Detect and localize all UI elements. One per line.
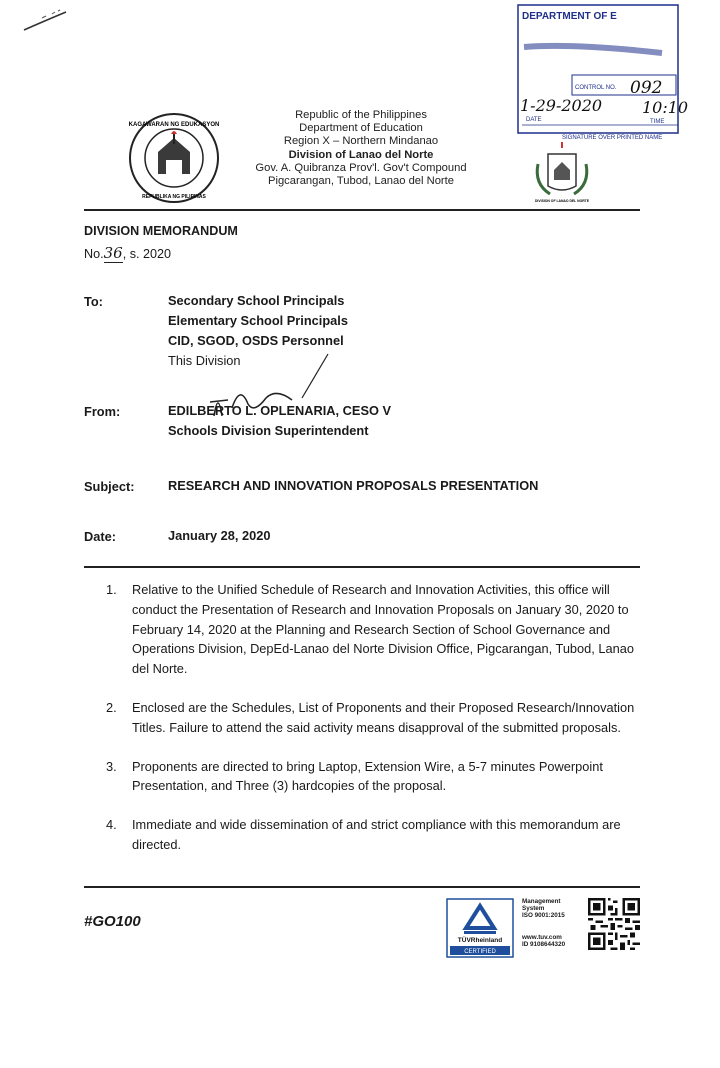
letterhead-address-2: Pigcarangan, Tubod, Lanao del Norte [268,175,454,188]
seal-text: KAGAWARAN NG EDUKASYON [128,122,220,128]
list-item [100,698,642,738]
web-line: ID 9108644320 [522,941,566,948]
subject-text: RESEARCH AND INNOVATION PROPOSALS PRESENTATION [168,478,539,493]
date-text: January 28, 2020 [168,528,271,543]
to-recipient: Secondary School Principals [168,293,345,308]
stamp-date-label: DATE [526,117,542,123]
hashtag: #GO100 [84,913,141,930]
letterhead-line-2: Department of Education [299,122,423,135]
web-line: www.tuv.com [522,934,562,941]
list-item [100,757,642,797]
to-recipient: Elementary School Principals [168,313,348,328]
fields-divider [84,566,640,568]
item-text: Proponents are directed to bring Laptop, Extension Wire, a 5-7 minutes Powerpoint Presentation, and Three (3) hardcopies of the proposal. [132,758,603,794]
letterhead [236,109,486,188]
date-label: Date: [84,529,116,544]
tuv-name: TÜVRheinland [457,937,503,944]
seal-bottom-text: REPUBLIKA NG PILIPINAS [142,194,206,200]
received-stamp [512,3,689,143]
memo-no-value: 36 [103,244,123,262]
item-text: Immediate and wide dissemination of and strict compliance with this memorandum are directed. [132,817,621,852]
memo-title: DIVISION MEMORANDUM [84,224,238,238]
to-recipient: CID, SGOD, OSDS Personnel [168,333,344,348]
item-number: 2. [106,699,117,715]
memo-no-prefix: No. [84,247,104,261]
stamp-time-value: 10:10 [642,98,689,117]
iso-line: Management [522,898,561,905]
letterhead-line-1: Republic of the Philippines [295,109,427,121]
subject-label: Subject: [84,479,135,494]
item-text: Relative to the Unified Schedule of Research and Innovation Activities, this office will conduct the Presentation of Research and Innovation Proposals on January 30, 2020 to February 14, 2020 at the Planning and Research Section of School Governance and Operations Division, DepEd-Lanao del Norte Division Office, Pigcarangan, Tubod, Lanao del Norte. [132,582,634,677]
list-item [100,580,642,679]
stamp-control-value: 092 [630,78,663,98]
qr-code-icon [588,898,640,950]
iso-info [522,898,565,948]
list-item [100,815,642,855]
to-label: To: [84,294,103,309]
tuv-certified: CERTIFIED [464,949,496,955]
footer-divider [84,886,640,888]
logo-caption: DIVISION OF LANAO DEL NORTE [534,199,590,203]
stamp-signature-label: SIGNATURE OVER PRINTED NAME [562,135,663,141]
iso-line: ISO 9001:2015 [522,912,565,919]
from-name: EDILBERTO L. OPLENARIA, CESO V [168,403,392,418]
division-logo-icon [530,140,594,204]
item-number: 1. [106,582,117,597]
tuv-certification-icon [446,898,514,958]
letterhead-address-1: Gov. A. Quibranza Prov'l. Gov't Compound [255,161,467,174]
item-number: 4. [106,817,117,833]
stamp-date-value: 1-29-2020 [520,96,603,115]
from-label: From: [84,404,121,419]
letterhead-line-3: Region X – Northern Mindanao [283,135,439,148]
deped-seal-icon [128,112,220,204]
item-text: Enclosed are the Schedules, List of Proponents and their Proposed Research/Innovation Titles. Failure to attend the said activity means disapproval of the submitted proposals. [132,699,635,735]
memo-number [84,244,171,262]
letterhead-division: Division of Lanao del Norte [288,148,434,161]
item-number: 3. [106,758,117,774]
iso-line: System [522,905,545,912]
stamp-title: DEPARTMENT OF E [522,11,617,22]
corner-scribble [22,6,68,34]
stamp-control-label: CONTROL NO. [575,85,617,91]
stamp-time-label: TIME [650,119,665,125]
from-block [168,401,391,441]
from-title: Schools Division Superintendent [168,423,369,438]
memo-no-suffix: , s. 2020 [122,247,172,261]
to-division: This Division [168,353,241,368]
memo-body [100,580,642,874]
header-divider [84,209,640,211]
